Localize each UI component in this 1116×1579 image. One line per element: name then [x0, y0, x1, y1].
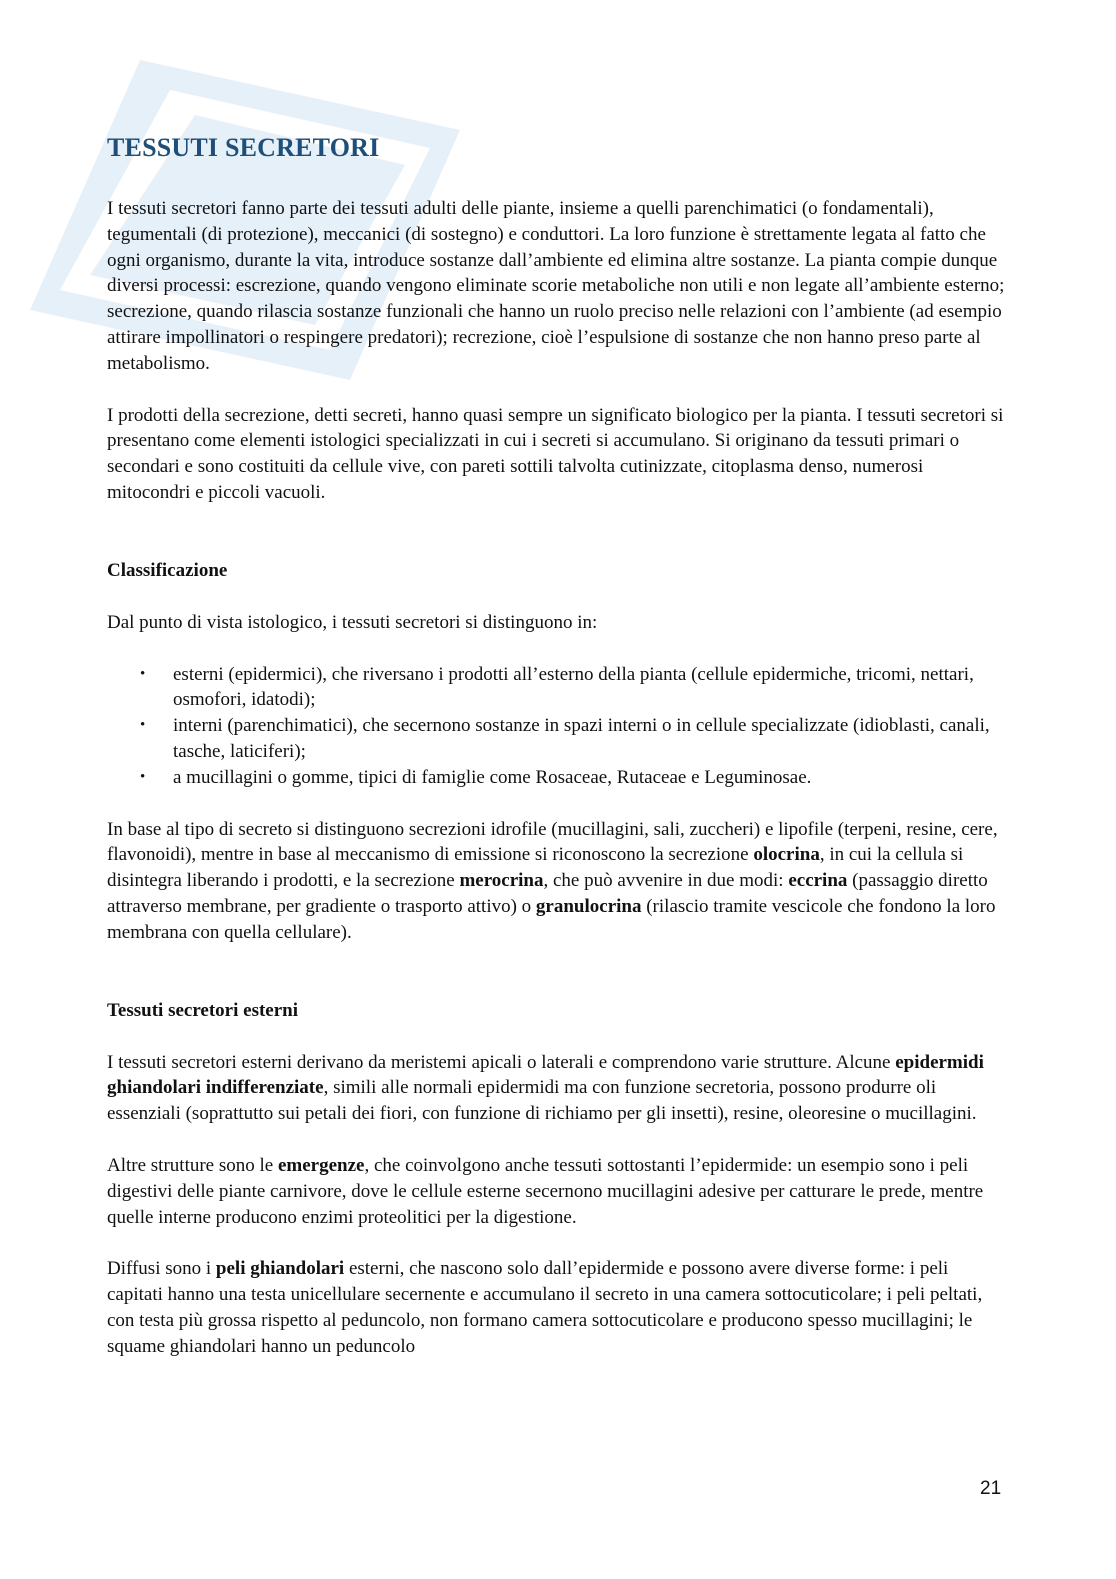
page-number: 21 [980, 1478, 1002, 1499]
text-run: I tessuti secretori esterni derivano da meristemi apicali o laterali e comprendono varie strutture. Alcune [107, 1051, 896, 1073]
esterni-paragraph-1 [107, 1050, 1007, 1127]
bullet-icon: • [140, 665, 146, 682]
section-heading-classificazione: Classificazione [107, 559, 228, 581]
intro-paragraph-1: I tessuti secretori fanno parte dei tessuti adulti delle piante, insieme a quelli parenchimatici (o fondamentali), tegumentali (di protezione), meccanici (di sostegno) e conduttori. La loro funzione è strettamente legata al fatto che ogni organismo, durante la vita, introduce sostanze dall’ambiente ed elimina altre sostanze. La pianta compie dunque diversi processi: escrezione, quando vengono eliminate scorie metaboliche non utili e non legate all’ambiente esterno; secrezione, quando rilascia sostanze funzionali che hanno un ruolo preciso nelle relazioni con l’ambiente (ad esempio attirare impollinatori o respingere predatori); recrezione, cioè l’espulsione di sostanze che non hanno preso parte al metabolismo. [107, 198, 1005, 374]
list-item [107, 713, 1007, 765]
bold-term-granulocrina: granulocrina [535, 895, 642, 917]
text-run: In base al tipo di secreto si distinguono secrezioni idrofile (mucillagini, sali, zuccheri) e lipofile (terpeni, resine, cere, flavonoidi), mentre in base al meccanismo di emissione si riconoscono la secrezione [107, 818, 998, 866]
text-run: Diffusi sono i [107, 1258, 216, 1280]
list-item [107, 765, 1007, 791]
text-run: (passaggio diretto attraverso membrane, per gradiente o trasporto attivo) o [107, 870, 988, 917]
bold-term-emergenze: emergenze [277, 1154, 365, 1176]
bold-term-eccrina: eccrina [788, 870, 848, 892]
intro-paragraph-2: I prodotti della secrezione, detti secreti, hanno quasi sempre un significato biologico per la pianta. I tessuti secretori si presentano come elementi istologici specializzati in cui i secreti si accumulano. Si originano da tessuti primari o secondari e sono costituiti da cellule vive, con pareti sottili talvolta cutinizzate, citoplasma denso, numerosi mitocondri e piccoli vacuoli. [107, 404, 1004, 503]
text-run: , che coinvolgono anche tessuti sottostanti l’epidermide: un esempio sono i peli digestivi delle piante carnivore, dove le cellule esterne secernono mucillagini adesive per catturare le prede, mentre quelle interne producono enzimi proteolitici per la digestione. [107, 1154, 984, 1228]
text-run: , che può avvenire in due modi: [543, 870, 789, 892]
esterni-paragraph-3 [107, 1256, 1007, 1359]
page-title: TESSUTI SECRETORI [107, 133, 380, 162]
text-run: Altre strutture sono le [107, 1154, 278, 1176]
classification-list [107, 662, 1007, 791]
list-item [107, 662, 1007, 714]
text-run: , simili alle normali epidermidi ma con funzione secretoria, possono produrre oli essenziali (soprattutto sui petali dei fiori, con funzione di richiamo per gli insetti), resine, oleoresine o mucillagini. [107, 1077, 977, 1125]
bold-term-peli-ghiandolari: peli ghiandolari [215, 1258, 345, 1280]
bullet-icon: • [140, 717, 146, 734]
list-item-text: a mucillagini o gomme, tipici di famiglie come Rosaceae, Rutaceae e Leguminosae. [173, 766, 812, 788]
esterni-paragraph-2 [107, 1153, 1007, 1230]
bold-term-epidermidi: epidermidi ghiandolari indifferenziate [107, 1051, 984, 1099]
classificazione-closing [107, 817, 1007, 946]
classificazione-lead: Dal punto di vista istologico, i tessuti secretori si distinguono in: [107, 611, 598, 633]
text-run: esterni, che nascono solo dall’epidermide e possono avere diverse forme: i peli capitati hanno una testa unicellulare secernente e accumulano il secreto in una camera sottocuticolare; i peli peltati, con testa più grossa rispetto al peduncolo, non formano camera sottocuticolare e producono spesso mucillagini; le squame ghiandolari hanno un peduncolo [107, 1258, 983, 1357]
bold-term-merocrina: merocrina [459, 870, 544, 892]
document-body [107, 128, 1007, 1360]
list-item-text: interni (parenchimatici), che secernono sostanze in spazi interni o in cellule specializzate (idioblasti, canali, tasche, laticiferi); [173, 715, 990, 762]
bullet-icon: • [140, 768, 146, 785]
list-item-text: esterni (epidermici), che riversano i prodotti all’esterno della pianta (cellule epidermiche, tricomi, nettari, osmofori, idatodi); [173, 663, 974, 711]
text-run: , in cui la cellula si disintegra liberando i prodotti, e la secrezione [107, 844, 964, 892]
section-heading-esterni: Tessuti secretori esterni [107, 999, 299, 1021]
bold-term-olocrina: olocrina [753, 844, 820, 866]
text-run: (rilascio tramite vescicole che fondono la loro membrana con quella cellulare). [107, 895, 996, 943]
